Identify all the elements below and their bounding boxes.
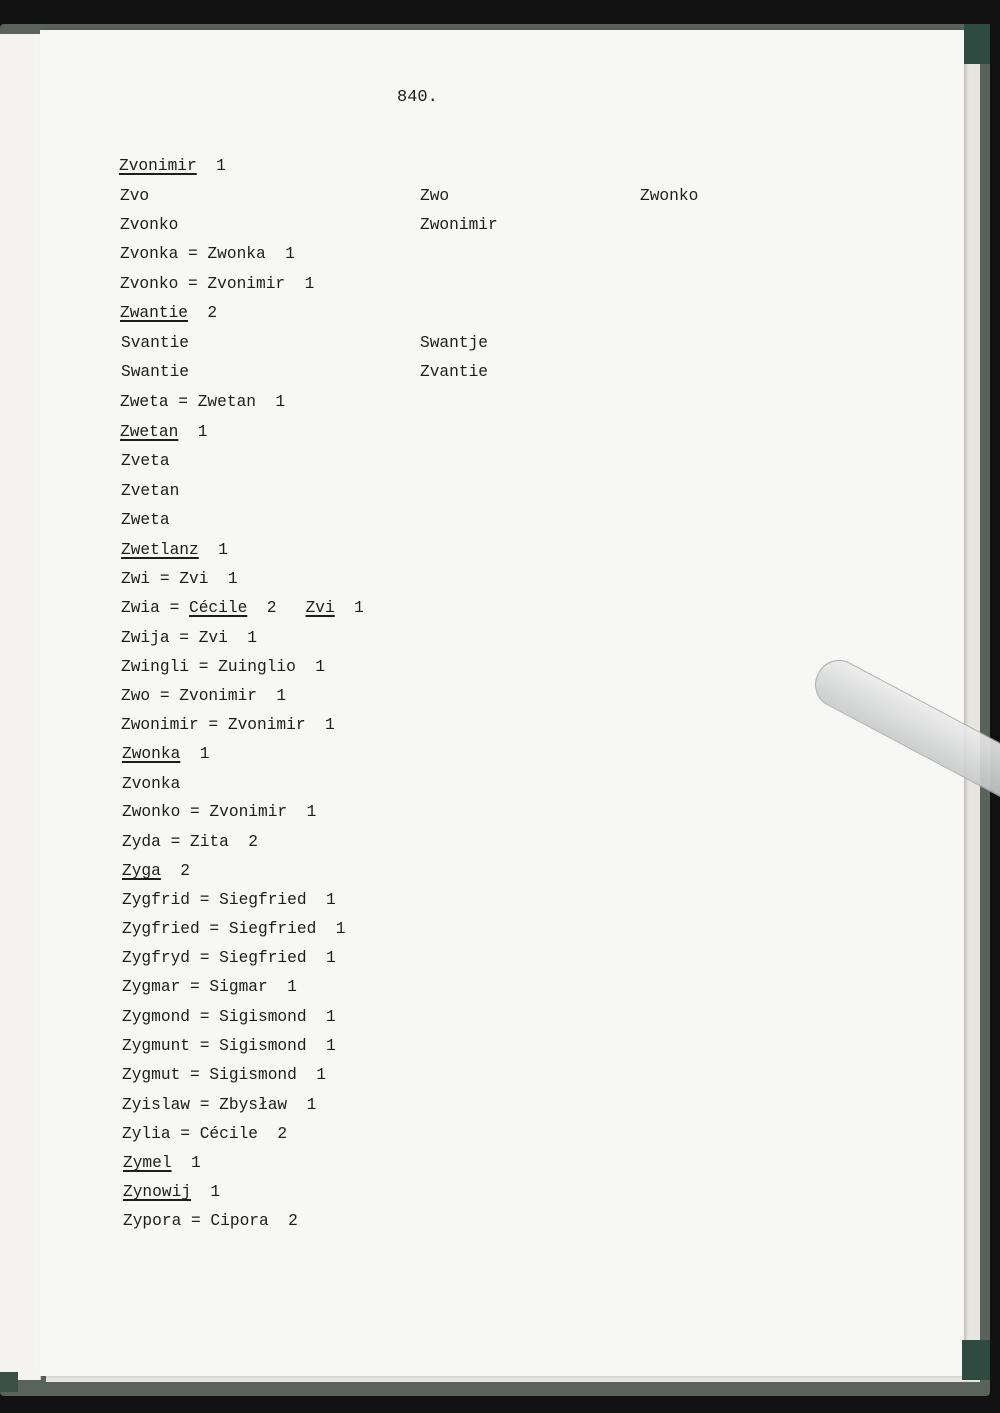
entry-text: Zweta = Zwetan 1 (120, 393, 286, 411)
entry-text: 2 (160, 862, 191, 880)
entry-text: Zvonka (122, 775, 181, 793)
entry-text: Swantie (121, 363, 189, 381)
underlined-name: Zvonimir (119, 157, 197, 175)
index-entry-zygmut (122, 1065, 326, 1085)
entry-text: Zyda = Zita 2 (122, 833, 258, 851)
entry-text: 1 (180, 745, 210, 763)
index-entry-zygfryd (122, 948, 336, 968)
index-entry-zwonimir (121, 715, 335, 735)
index-entry-zwantie (120, 303, 217, 323)
index-entry-zynowij (123, 1182, 220, 1202)
entry-text: 2 (188, 304, 218, 322)
index-entry-zygfrid (122, 890, 336, 910)
entry-text: Zygmond = Sigismond 1 (122, 1008, 336, 1026)
index-entry-zyda (122, 832, 258, 852)
index-entry-zvonko (120, 215, 178, 235)
underlined-name: Zyga (122, 862, 161, 880)
entry-text: 1 (178, 423, 208, 441)
index-entry-zwia (121, 598, 364, 618)
entry-text: Zyislaw = Zbysław 1 (122, 1096, 317, 1114)
entry-text: Zypora = Cipora 2 (123, 1212, 298, 1230)
index-entry-zwetan (120, 422, 207, 442)
underlined-name: Cécile (189, 599, 248, 617)
entry-text: 2 (247, 599, 306, 617)
index-entry-zwi (121, 569, 238, 589)
index-entry-zvonka2 (122, 774, 180, 794)
left-page-edge (0, 34, 41, 1380)
entry-text: Zwonko = Zvonimir 1 (122, 803, 317, 821)
entry-text: Zylia = Cécile 2 (122, 1125, 288, 1143)
entry-text: Zvonko (120, 216, 179, 234)
entry-text: Zvantie (420, 363, 488, 381)
index-entry-zvonka (120, 244, 295, 264)
entry-text: Zwingli = Zuinglio 1 (121, 658, 325, 676)
index-entry-zvonimir (119, 156, 226, 176)
index-entry-zvo (120, 186, 149, 206)
index-entry-zwetlanz (121, 540, 228, 560)
entry-text: 1 (191, 1183, 221, 1201)
entry-text: Zwonko (640, 187, 699, 205)
index-entry-svantie (121, 333, 189, 353)
entry-text: Zwia = (121, 599, 189, 617)
entry-text: Zwonimir (420, 216, 498, 234)
index-entry-zymel (123, 1153, 201, 1173)
entry-text: Zvetan (121, 482, 180, 500)
index-entry-zveta (121, 451, 170, 471)
entry-text: 1 (198, 541, 228, 559)
entry-text: Swantje (420, 334, 488, 352)
underlined-name: Zwonka (122, 745, 181, 763)
index-entry-zweta (121, 510, 170, 530)
index-entry-zwonka (122, 744, 209, 764)
entry-text: Zvo (120, 187, 150, 205)
index-entry-zygmond (122, 1007, 336, 1027)
entry-text: Zvonko = Zvonimir 1 (120, 275, 315, 293)
entry-text: Zweta (121, 511, 170, 529)
index-entry-zweta-eq (120, 392, 285, 412)
entry-text: Svantie (121, 334, 189, 352)
entry-text: Zygfried = Siegfried 1 (122, 920, 346, 938)
entry-text: Zwo = Zvonimir 1 (121, 687, 287, 705)
index-entry-zypora (123, 1211, 298, 1231)
underlined-name: Zymel (123, 1154, 172, 1172)
entry-text: Zygfryd = Siegfried 1 (122, 949, 336, 967)
index-entry-zwonko (122, 802, 316, 822)
index-entry-zwingli (121, 657, 325, 677)
entry-text: 1 (171, 1154, 201, 1172)
index-entry-zvonko-eq (120, 274, 314, 294)
page-number: 840. (397, 88, 438, 107)
underlined-name: Zynowij (123, 1183, 191, 1201)
underlined-name: Zvi (305, 599, 335, 617)
entry-text: Zygmar = Sigmar 1 (122, 978, 297, 996)
underlined-name: Zwetan (120, 423, 179, 441)
entry-text: Zveta (121, 452, 170, 470)
index-entry-zwo (121, 686, 286, 706)
index-entry-swantie (121, 362, 189, 382)
entry-text: 1 (196, 157, 226, 175)
entry-text: Zwi = Zvi 1 (121, 570, 238, 588)
index-entry-zygmar (122, 977, 297, 997)
entry-text: Zwo (420, 187, 450, 205)
entry-text: 1 (334, 599, 364, 617)
entry-text: Zwija = Zvi 1 (121, 629, 257, 647)
index-entry-zvetan (121, 481, 179, 501)
index-entry-swantje-col2 (420, 333, 488, 353)
index-entry-zwonimir-col2 (420, 215, 498, 235)
entry-text: Zygfrid = Siegfried 1 (122, 891, 336, 909)
index-entry-zygfried (122, 919, 345, 939)
index-entry-zyislaw (122, 1095, 316, 1115)
index-entry-zwonko-col3 (640, 186, 698, 206)
entry-text: Zwonimir = Zvonimir 1 (121, 716, 335, 734)
entry-text: Zvonka = Zwonka 1 (120, 245, 295, 263)
cover-corner-top-right (964, 24, 990, 64)
cover-corner-bottom-right (962, 1340, 990, 1380)
index-entry-zvantie-col2 (420, 362, 488, 382)
underlined-name: Zwantie (120, 304, 188, 322)
index-entry-zygmunt (122, 1036, 336, 1056)
cover-corner-bottom-left (0, 1372, 18, 1392)
index-entry-zylia (122, 1124, 287, 1144)
index-entry-zwo-col2 (420, 186, 449, 206)
index-entry-zwija (121, 628, 257, 648)
entry-text: Zygmut = Sigismond 1 (122, 1066, 326, 1084)
underlined-name: Zwetlanz (121, 541, 199, 559)
index-entry-zyga (122, 861, 190, 881)
entry-text: Zygmunt = Sigismond 1 (122, 1037, 336, 1055)
